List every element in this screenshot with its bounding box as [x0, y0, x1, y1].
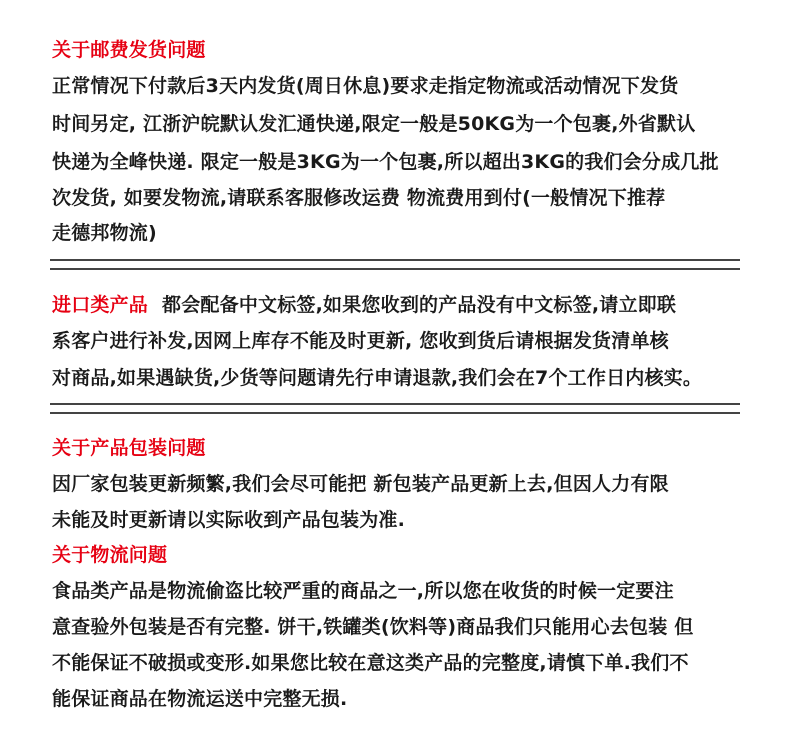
shipping-line-4: 次发货, 如要发物流,请联系客服修改运费 物流费用到付(一般情况下推荐 — [52, 187, 666, 209]
imported-line-1 — [52, 293, 676, 317]
packaging-line-2: 未能及时更新请以实际收到产品包装为准. — [52, 509, 406, 531]
packaging-heading: 关于产品包装问题 — [52, 437, 206, 459]
packaging-line-1: 因厂家包装更新频繁,我们会尽可能把 新包装产品更新上去,但因人力有限 — [52, 473, 669, 495]
section-divider — [50, 259, 740, 270]
shipping-line-3: 快递为全峰快递. 限定一般是3KG为一个包裹,所以超出3KG的我们会分成几批 — [52, 151, 719, 173]
imported-line-2: 系客户进行补发,因网上库存不能及时更新, 您收到货后请根据发货清单核 — [52, 330, 669, 352]
imported-heading: 进口类产品 — [52, 294, 149, 316]
shipping-line-1: 正常情况下付款后3天内发货(周日休息)要求走指定物流或活动情况下发货 — [52, 75, 679, 97]
imported-line-3: 对商品,如果遇缺货,少货等问题请先行申请退款,我们会在7个工作日内核实。 — [52, 367, 703, 389]
shipping-heading: 关于邮费发货问题 — [52, 39, 206, 61]
logistics-line-4: 能保证商品在物流运送中完整无损. — [52, 688, 348, 710]
logistics-line-2: 意查验外包装是否有完整. 饼干,铁罐类(饮料等)商品我们只能用心去包装 但 — [52, 616, 694, 638]
logistics-line-3: 不能保证不破损或变形.如果您比较在意这类产品的完整度,请慎下单.我们不 — [52, 652, 689, 674]
logistics-heading: 关于物流问题 — [52, 544, 168, 566]
shipping-line-2: 时间另定, 江浙沪皖默认发汇通快递,限定一般是50KG为一个包裹,外省默认 — [52, 113, 696, 135]
logistics-line-1: 食品类产品是物流偷盗比较严重的商品之一,所以您在收货的时候一定要注 — [52, 580, 674, 602]
imported-line-1-text: 都会配备中文标签,如果您收到的产品没有中文标签,请立即联 — [162, 294, 677, 316]
section-divider — [50, 403, 740, 414]
shipping-line-5: 走德邦物流) — [52, 222, 157, 244]
